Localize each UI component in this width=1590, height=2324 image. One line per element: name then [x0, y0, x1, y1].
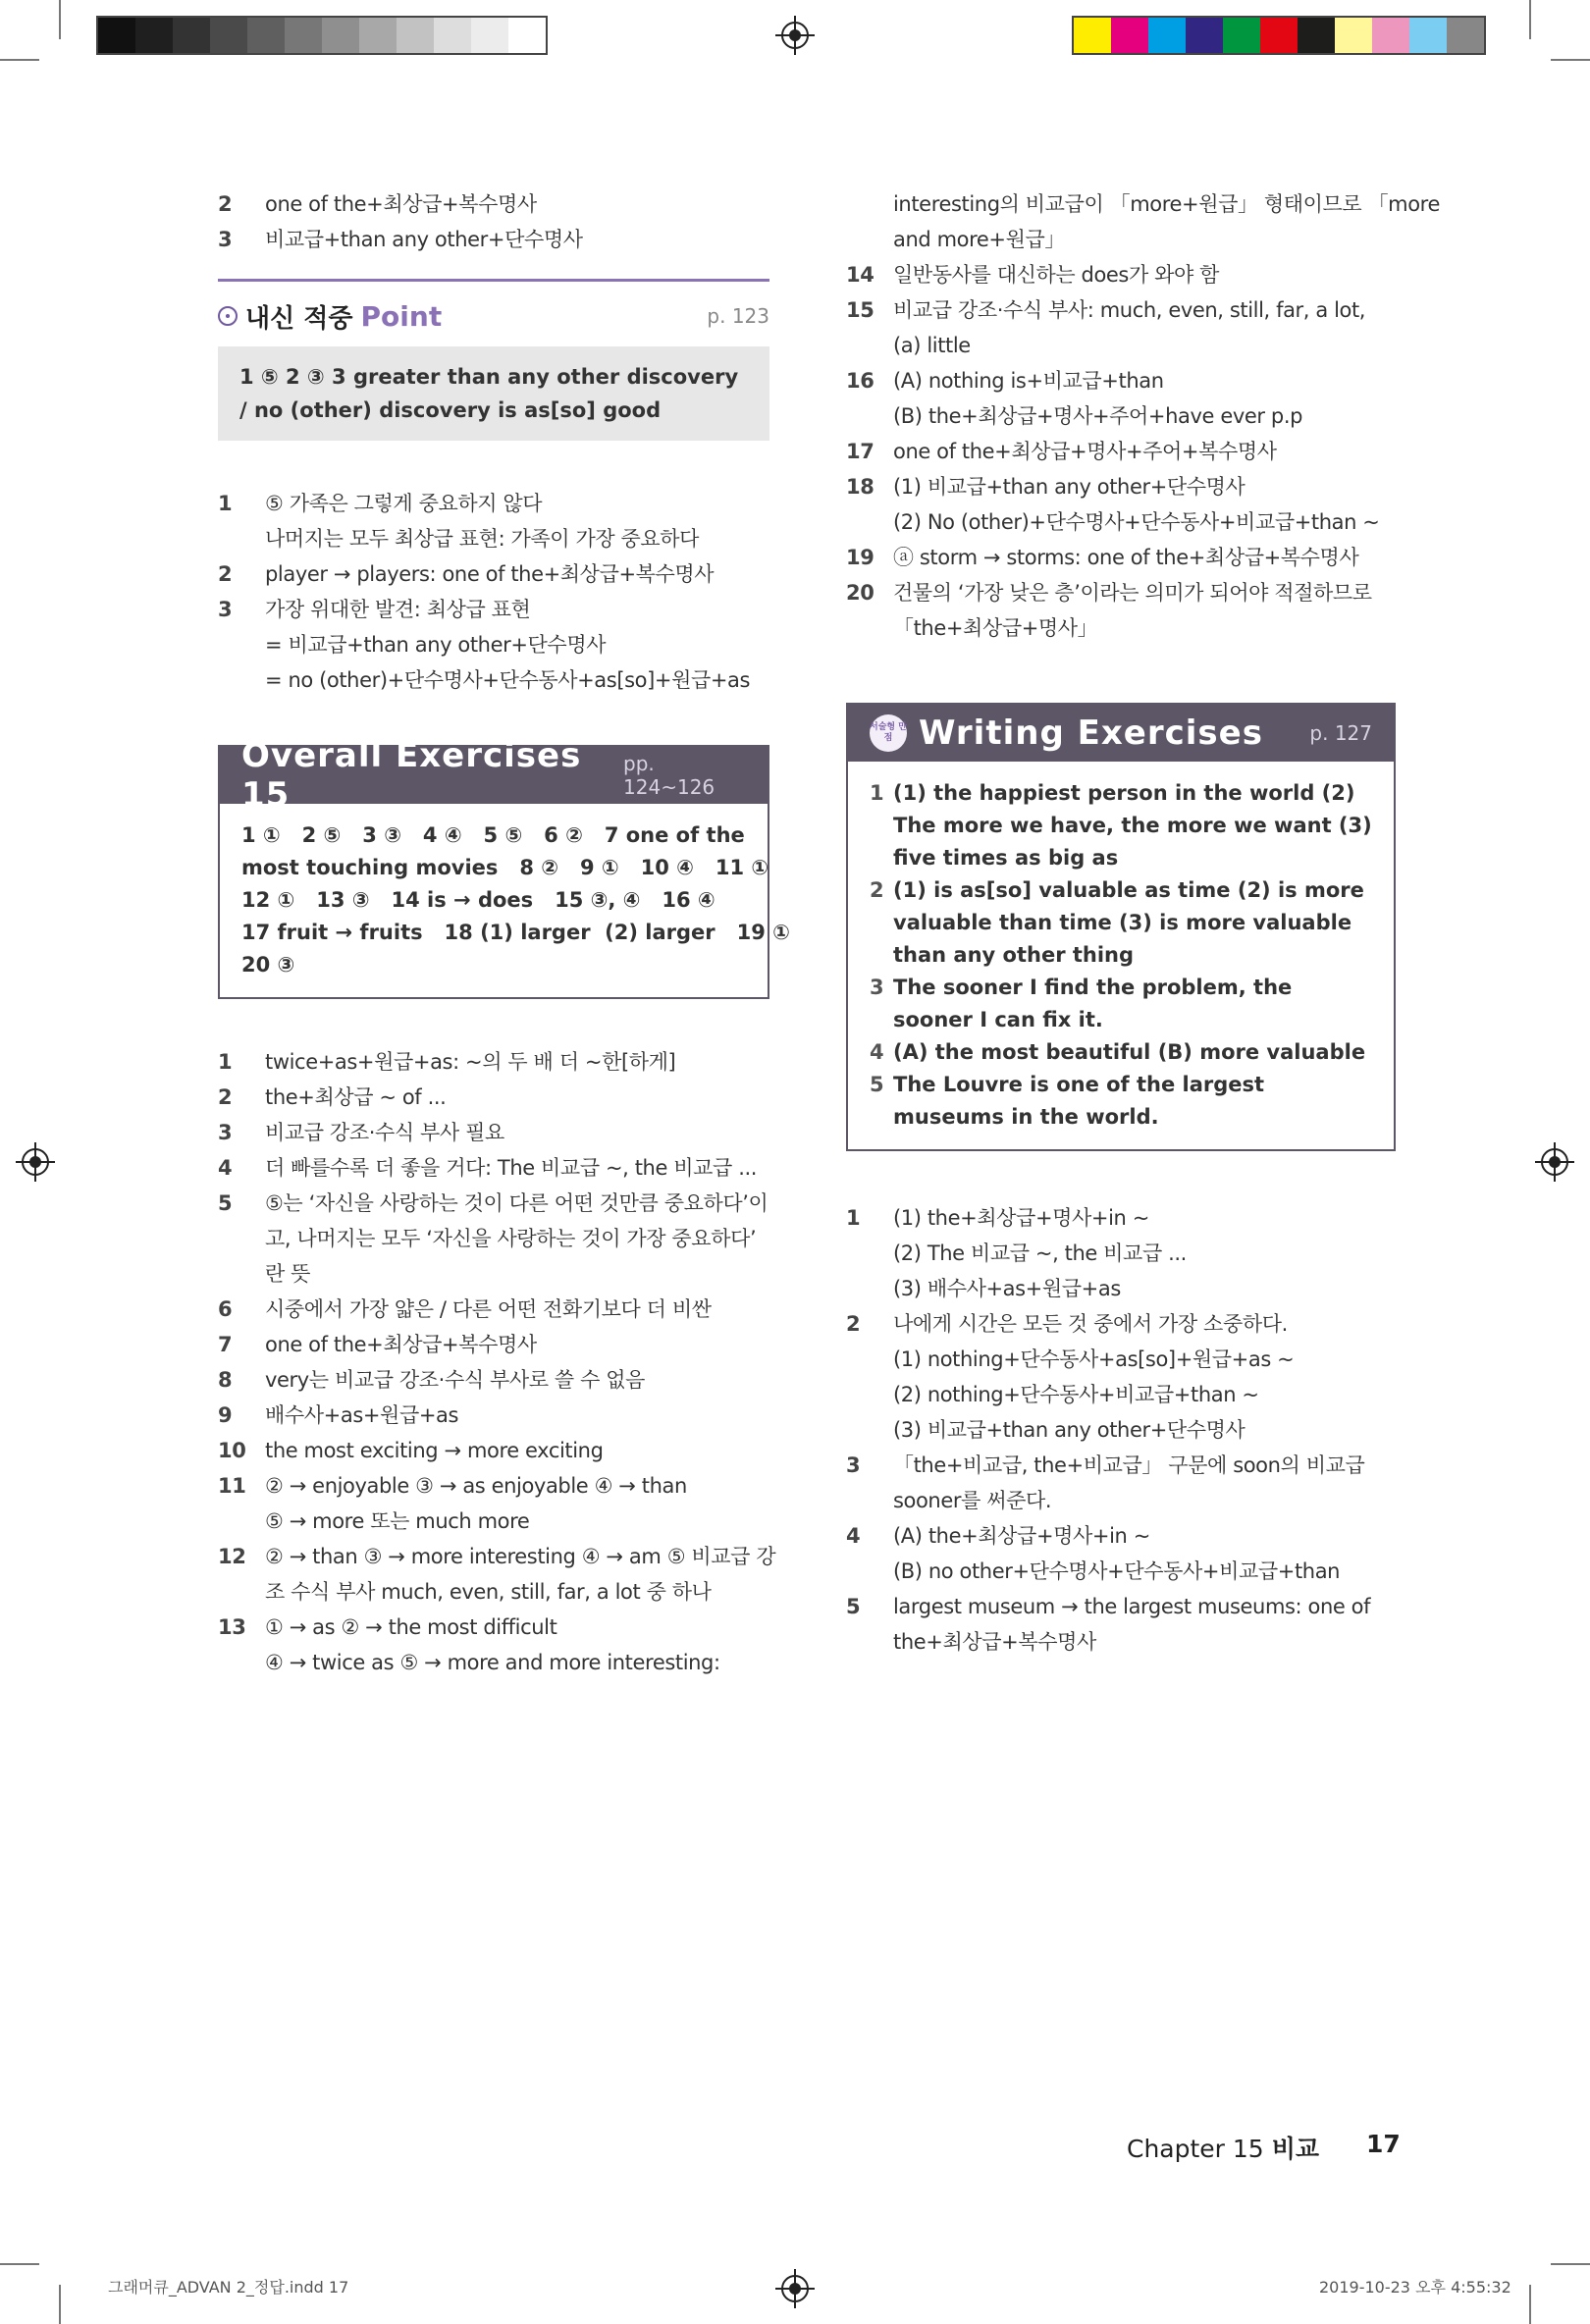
item-number: 3 — [846, 1453, 861, 1477]
explanation-item — [846, 1589, 1396, 1624]
color-swatch — [135, 18, 173, 53]
item-number — [846, 504, 893, 540]
item-number: 7 — [218, 1333, 233, 1356]
item-number: 13 — [218, 1615, 246, 1639]
color-swatch — [397, 18, 434, 53]
explanation-item — [218, 521, 769, 556]
item-number — [846, 328, 893, 363]
chapter-name: 비교 — [1271, 2135, 1320, 2163]
item-text: (1) 비교급+than any other+단수명사 — [893, 475, 1246, 499]
explanation-list — [218, 1044, 776, 1680]
explanation-item — [218, 1115, 769, 1150]
item-number — [846, 1483, 893, 1518]
explanation-item — [218, 1468, 769, 1504]
color-swatch — [471, 18, 508, 53]
point-answer-box: 1 ⑤ 2 ③ 3 greater than any other discovery / no (other) discovery is as[so] good — [218, 346, 769, 441]
item-text: ⑤ → more 또는 much more — [265, 1509, 530, 1533]
writing-answer-key — [848, 762, 1394, 1149]
target-icon — [218, 306, 238, 326]
item-text: 건물의 ‘가장 낮은 층’이라는 의미가 되어야 적절하므로 — [893, 581, 1372, 605]
answer-number: 3 — [870, 976, 884, 999]
color-swatch — [1298, 18, 1335, 53]
item-text: largest museum → the largest museums: one of — [893, 1595, 1371, 1618]
right-column — [846, 186, 1440, 1660]
explanation-item — [846, 1342, 1396, 1377]
explanation-item — [218, 1504, 769, 1539]
explanation-item — [218, 556, 769, 592]
explanation-item — [846, 1271, 1396, 1306]
item-number: 3 — [218, 598, 233, 621]
item-text: 일반동사를 대신하는 does가 와야 함 — [893, 263, 1220, 287]
color-swatch — [210, 18, 247, 53]
explanation-item — [218, 592, 769, 627]
item-number — [846, 1554, 893, 1589]
explanation-item — [846, 540, 1396, 575]
item-text: (3) 비교급+than any other+단수명사 — [893, 1418, 1246, 1442]
color-swatch — [173, 18, 210, 53]
item-text: twice+as+원급+as: ~의 두 배 더 ~한[하게] — [265, 1050, 676, 1074]
item-number: 1 — [218, 1050, 233, 1074]
answer-line: 20 ③ — [241, 953, 295, 977]
item-number — [218, 1645, 265, 1680]
item-number — [218, 1574, 265, 1610]
answer-text: The Louvre is one of the largest museums in the world. — [893, 1073, 1265, 1129]
overall-page-ref: pp. 124~126 — [623, 752, 716, 799]
item-number: 5 — [218, 1191, 233, 1215]
item-text: one of the+최상급+복수명사 — [265, 1333, 537, 1356]
point-section-header — [218, 279, 769, 337]
explanation-item — [218, 1645, 769, 1680]
explanation-item — [218, 1539, 776, 1574]
explanation-item — [846, 1448, 1396, 1483]
color-swatch — [1148, 18, 1186, 53]
explanation-item — [218, 1292, 769, 1327]
item-number: 18 — [846, 475, 874, 499]
item-number: 5 — [846, 1595, 861, 1618]
registration-mark-left — [22, 1148, 49, 1176]
writing-exercises-header — [848, 705, 1394, 762]
explanation-item — [218, 486, 769, 521]
explanation-item — [846, 1236, 1396, 1271]
item-text: sooner를 써준다. — [893, 1489, 1052, 1512]
item-text: 비교급 강조·수식 부사: much, even, still, far, a lot, — [893, 298, 1366, 322]
explanation-item — [846, 186, 1440, 222]
chapter-label — [1127, 2130, 1319, 2165]
item-number: 12 — [218, 1545, 246, 1568]
item-text: 조 수식 부사 much, even, still, far, a lot 중 하나 — [265, 1580, 712, 1604]
explanation-item — [846, 1200, 1396, 1236]
item-number — [846, 222, 893, 257]
explanation-item — [218, 1080, 769, 1115]
item-text: 나에게 시간은 모든 것 중에서 가장 소중하다. — [893, 1312, 1288, 1336]
explanation-item — [218, 1398, 769, 1433]
color-swatch — [1409, 18, 1447, 53]
color-swatch — [322, 18, 359, 53]
explanation-item — [218, 222, 769, 257]
explanation-item — [846, 363, 1396, 398]
explanation-item — [218, 1610, 769, 1645]
item-number: 1 — [846, 1206, 861, 1230]
explanation-item — [218, 627, 769, 662]
item-text: 배수사+as+원급+as — [265, 1403, 459, 1427]
item-number: 10 — [218, 1439, 246, 1462]
crop-mark — [1529, 2285, 1531, 2324]
item-text: very는 비교급 강조·수식 부사로 쓸 수 없음 — [265, 1368, 646, 1392]
answer-line: 1 ① 2 ⑤ 3 ③ 4 ④ 5 ⑤ 6 ② 7 one of the — [241, 823, 745, 847]
item-text: (1) the+최상급+명사+in ~ — [893, 1206, 1149, 1230]
explanation-item — [846, 1554, 1396, 1589]
explanation-item — [846, 1518, 1396, 1554]
overall-exercises-header — [220, 736, 768, 815]
file-slug: 그래머큐_ADVAN 2_정답.indd 17 — [108, 2278, 349, 2297]
explanation-item — [846, 469, 1396, 504]
timestamp-slug: 2019-10-23 오후 4:55:32 — [1319, 2278, 1511, 2297]
color-swatch — [1223, 18, 1260, 53]
answer-number: 2 — [870, 878, 884, 902]
item-number — [846, 610, 893, 646]
item-number — [846, 1377, 893, 1412]
item-number: 1 — [218, 492, 233, 515]
writing-page-ref: p. 127 — [1309, 721, 1372, 745]
item-text: 비교급+than any other+단수명사 — [265, 228, 583, 251]
item-text: (A) the+최상급+명사+in ~ — [893, 1524, 1150, 1548]
point-title-ko: 내신 적중 — [245, 303, 353, 334]
explanation-item — [846, 1624, 1396, 1660]
explanation-item — [846, 575, 1396, 610]
color-swatch — [1335, 18, 1372, 53]
item-number — [846, 1271, 893, 1306]
item-number: 3 — [218, 1121, 233, 1144]
item-text: 가장 위대한 발견: 최상급 표현 — [265, 598, 531, 621]
item-text: (A) nothing is+비교급+than — [893, 369, 1164, 393]
explanation-item — [846, 1377, 1396, 1412]
item-number: 15 — [846, 298, 874, 322]
item-number — [846, 398, 893, 434]
item-number — [846, 1342, 893, 1377]
writing-badge-icon: 서술형 만점 — [870, 714, 907, 752]
color-swatch — [285, 18, 322, 53]
item-number: 4 — [218, 1156, 233, 1180]
color-swatch — [434, 18, 471, 53]
explanation-item — [218, 186, 769, 222]
item-text: (B) the+최상급+명사+주어+have ever p.p — [893, 404, 1303, 428]
item-number: 11 — [218, 1474, 246, 1498]
answer-item — [870, 777, 1372, 874]
registration-mark-top — [781, 22, 809, 49]
explanation-item — [846, 434, 1396, 469]
answer-item — [870, 1069, 1372, 1134]
item-text: (2) nothing+단수동사+비교급+than ~ — [893, 1383, 1259, 1406]
item-number — [218, 521, 265, 556]
item-text: interesting의 비교급이 「more+원급」 형태이므로 「more — [893, 192, 1440, 216]
registration-mark-right — [1541, 1148, 1568, 1176]
item-number: 6 — [218, 1297, 233, 1321]
item-number: 20 — [846, 581, 874, 605]
color-swatch — [1111, 18, 1148, 53]
answer-line: most touching movies 8 ② 9 ① 10 ④ 11 ① — [241, 856, 769, 879]
item-number: 2 — [218, 562, 233, 586]
item-text: (3) 배수사+as+원급+as — [893, 1277, 1121, 1300]
item-text: ⑤ 가족은 그렇게 중요하지 않다 — [265, 492, 543, 515]
explanation-list — [846, 186, 1440, 646]
color-swatch — [98, 18, 135, 53]
item-number: 14 — [846, 263, 874, 287]
answer-item — [870, 972, 1372, 1036]
writing-exercises-box — [846, 703, 1396, 1151]
explanation-item — [846, 328, 1396, 363]
page-number: 17 — [1366, 2130, 1401, 2158]
item-number: 2 — [218, 1085, 233, 1109]
item-text: player → players: one of the+최상급+복수명사 — [265, 562, 715, 586]
answer-text: (A) the most beautiful (B) more valuable — [893, 1040, 1366, 1064]
item-number: 3 — [218, 228, 233, 251]
color-swatch — [359, 18, 397, 53]
item-number: 4 — [846, 1524, 861, 1548]
crop-mark — [0, 2263, 39, 2265]
item-number: 9 — [218, 1403, 233, 1427]
crop-mark — [59, 0, 61, 39]
item-text: = 비교급+than any other+단수명사 — [265, 633, 607, 657]
explanation-item — [846, 398, 1396, 434]
overall-exercises-box — [218, 736, 790, 999]
answer-number: 4 — [870, 1040, 884, 1064]
color-swatch — [1074, 18, 1111, 53]
item-number: 2 — [846, 1312, 861, 1336]
explanation-item — [846, 504, 1396, 540]
explanation-list — [218, 486, 769, 698]
point-title-en: Point — [360, 299, 443, 333]
item-text: 시중에서 가장 얇은 / 다른 어떤 전화기보다 더 비싼 — [265, 1297, 712, 1321]
item-text: (2) No (other)+단수명사+단수동사+비교급+than ~ — [893, 510, 1380, 534]
explanation-item — [846, 257, 1396, 292]
explanation-item — [218, 662, 769, 698]
point-page-ref: p. 123 — [707, 304, 769, 328]
item-number — [846, 186, 893, 222]
explanation-item — [218, 1433, 769, 1468]
overall-exercises-title: Overall Exercises 15 — [241, 736, 582, 815]
crop-mark — [59, 2285, 61, 2324]
item-text: 비교급 강조·수식 부사 필요 — [265, 1121, 504, 1144]
item-text: (2) The 비교급 ~, the 비교급 ... — [893, 1241, 1187, 1265]
item-number: 16 — [846, 369, 874, 393]
item-text: ⑤는 ‘자신을 사랑하는 것이 다른 어떤 것만큼 중요하다’이 — [265, 1191, 768, 1215]
color-swatch — [508, 18, 546, 53]
answer-item — [870, 874, 1372, 972]
answer-line: 17 fruit → fruits 18 (1) larger (2) larger 19 ① — [241, 921, 790, 944]
registration-mark-bottom — [781, 2275, 809, 2302]
explanation-item — [218, 1574, 769, 1610]
item-text: the most exciting → more exciting — [265, 1439, 604, 1462]
item-text: ① → as ② → the most difficult — [265, 1615, 557, 1639]
answer-text: (1) the happiest person in the world (2) The more we have, the more we want (3) five times as big as — [893, 781, 1372, 870]
crop-mark — [1551, 2263, 1590, 2265]
item-text: 고, 나머지는 모두 ‘자신을 사랑하는 것이 가장 중요하다’ — [265, 1227, 757, 1250]
explanation-item — [218, 1362, 769, 1398]
item-text: and more+원급」 — [893, 228, 1065, 251]
item-text: ⓐ storm → storms: one of the+최상급+복수명사 — [893, 546, 1359, 569]
color-swatch — [247, 18, 285, 53]
explanation-item — [846, 1412, 1396, 1448]
item-text: 「the+최상급+명사」 — [893, 616, 1098, 640]
explanation-item — [846, 610, 1396, 646]
item-number — [846, 1236, 893, 1271]
process-color-bar — [1072, 16, 1486, 55]
item-number: 8 — [218, 1368, 233, 1392]
item-number — [218, 1504, 265, 1539]
item-number — [218, 627, 265, 662]
crop-mark — [1529, 0, 1531, 39]
item-number: 17 — [846, 440, 874, 463]
item-text: (a) little — [893, 334, 971, 357]
answer-number: 1 — [870, 781, 884, 805]
color-swatch — [1372, 18, 1409, 53]
explanation-item — [846, 1483, 1396, 1518]
item-number: 2 — [218, 192, 233, 216]
explanation-item — [218, 1044, 769, 1080]
item-text: ④ → twice as ⑤ → more and more interesting: — [265, 1651, 720, 1674]
item-text: = no (other)+단수명사+단수동사+as[so]+원급+as — [265, 668, 751, 692]
item-text: 「the+비교급, the+비교급」 구문에 soon의 비교급 — [893, 1453, 1365, 1477]
item-text: (B) no other+단수명사+단수동사+비교급+than — [893, 1559, 1341, 1583]
item-text: one of the+최상급+복수명사 — [265, 192, 537, 216]
item-text: ② → than ③ → more interesting ④ → am ⑤ 비교급 강 — [265, 1545, 776, 1568]
writing-exercises-title: Writing Exercises — [919, 713, 1263, 753]
item-text: 나머지는 모두 최상급 표현: 가족이 가장 중요하다 — [265, 527, 700, 551]
item-number: 19 — [846, 546, 874, 569]
item-text: the+최상급+복수명사 — [893, 1630, 1096, 1654]
explanation-item — [846, 222, 1396, 257]
explanation-item — [218, 1256, 769, 1292]
color-swatch — [1186, 18, 1223, 53]
gray-color-bar — [96, 16, 548, 55]
item-text: (1) nothing+단수동사+as[so]+원급+as ~ — [893, 1347, 1295, 1371]
item-number — [218, 1256, 265, 1292]
answer-text: The sooner I find the problem, the sooner I can fix it. — [893, 976, 1293, 1031]
item-number — [846, 1412, 893, 1448]
answer-text: (1) is as[so] valuable as time (2) is more valuable than time (3) is more valuable than any other thing — [893, 878, 1364, 967]
left-column — [218, 186, 790, 1680]
crop-mark — [1551, 59, 1590, 61]
answer-line: 12 ① 13 ③ 14 is → does 15 ③, ④ 16 ④ — [241, 888, 716, 912]
item-text: ② → enjoyable ③ → as enjoyable ④ → than — [265, 1474, 687, 1498]
answer-number: 5 — [870, 1073, 884, 1096]
explanation-list — [218, 186, 769, 257]
chapter-number: Chapter 15 — [1127, 2135, 1264, 2163]
item-text: the+최상급 ~ of ... — [265, 1085, 447, 1109]
crop-mark — [0, 59, 39, 61]
explanation-list — [846, 1200, 1396, 1660]
overall-answer-key — [220, 804, 790, 997]
explanation-item — [218, 1150, 769, 1186]
explanation-item — [218, 1221, 769, 1256]
item-text: 더 빠를수록 더 좋을 거다: The 비교급 ~, the 비교급 ... — [265, 1156, 758, 1180]
explanation-item — [218, 1327, 769, 1362]
item-number — [218, 1221, 265, 1256]
item-number — [846, 1624, 893, 1660]
explanation-item — [218, 1186, 769, 1221]
explanation-item — [846, 292, 1396, 328]
answer-item — [870, 1036, 1372, 1069]
item-text: 란 뜻 — [265, 1262, 311, 1286]
item-number — [218, 662, 265, 698]
explanation-item — [846, 1306, 1396, 1342]
color-swatch — [1447, 18, 1484, 53]
color-swatch — [1260, 18, 1298, 53]
item-text: one of the+최상급+명사+주어+복수명사 — [893, 440, 1277, 463]
